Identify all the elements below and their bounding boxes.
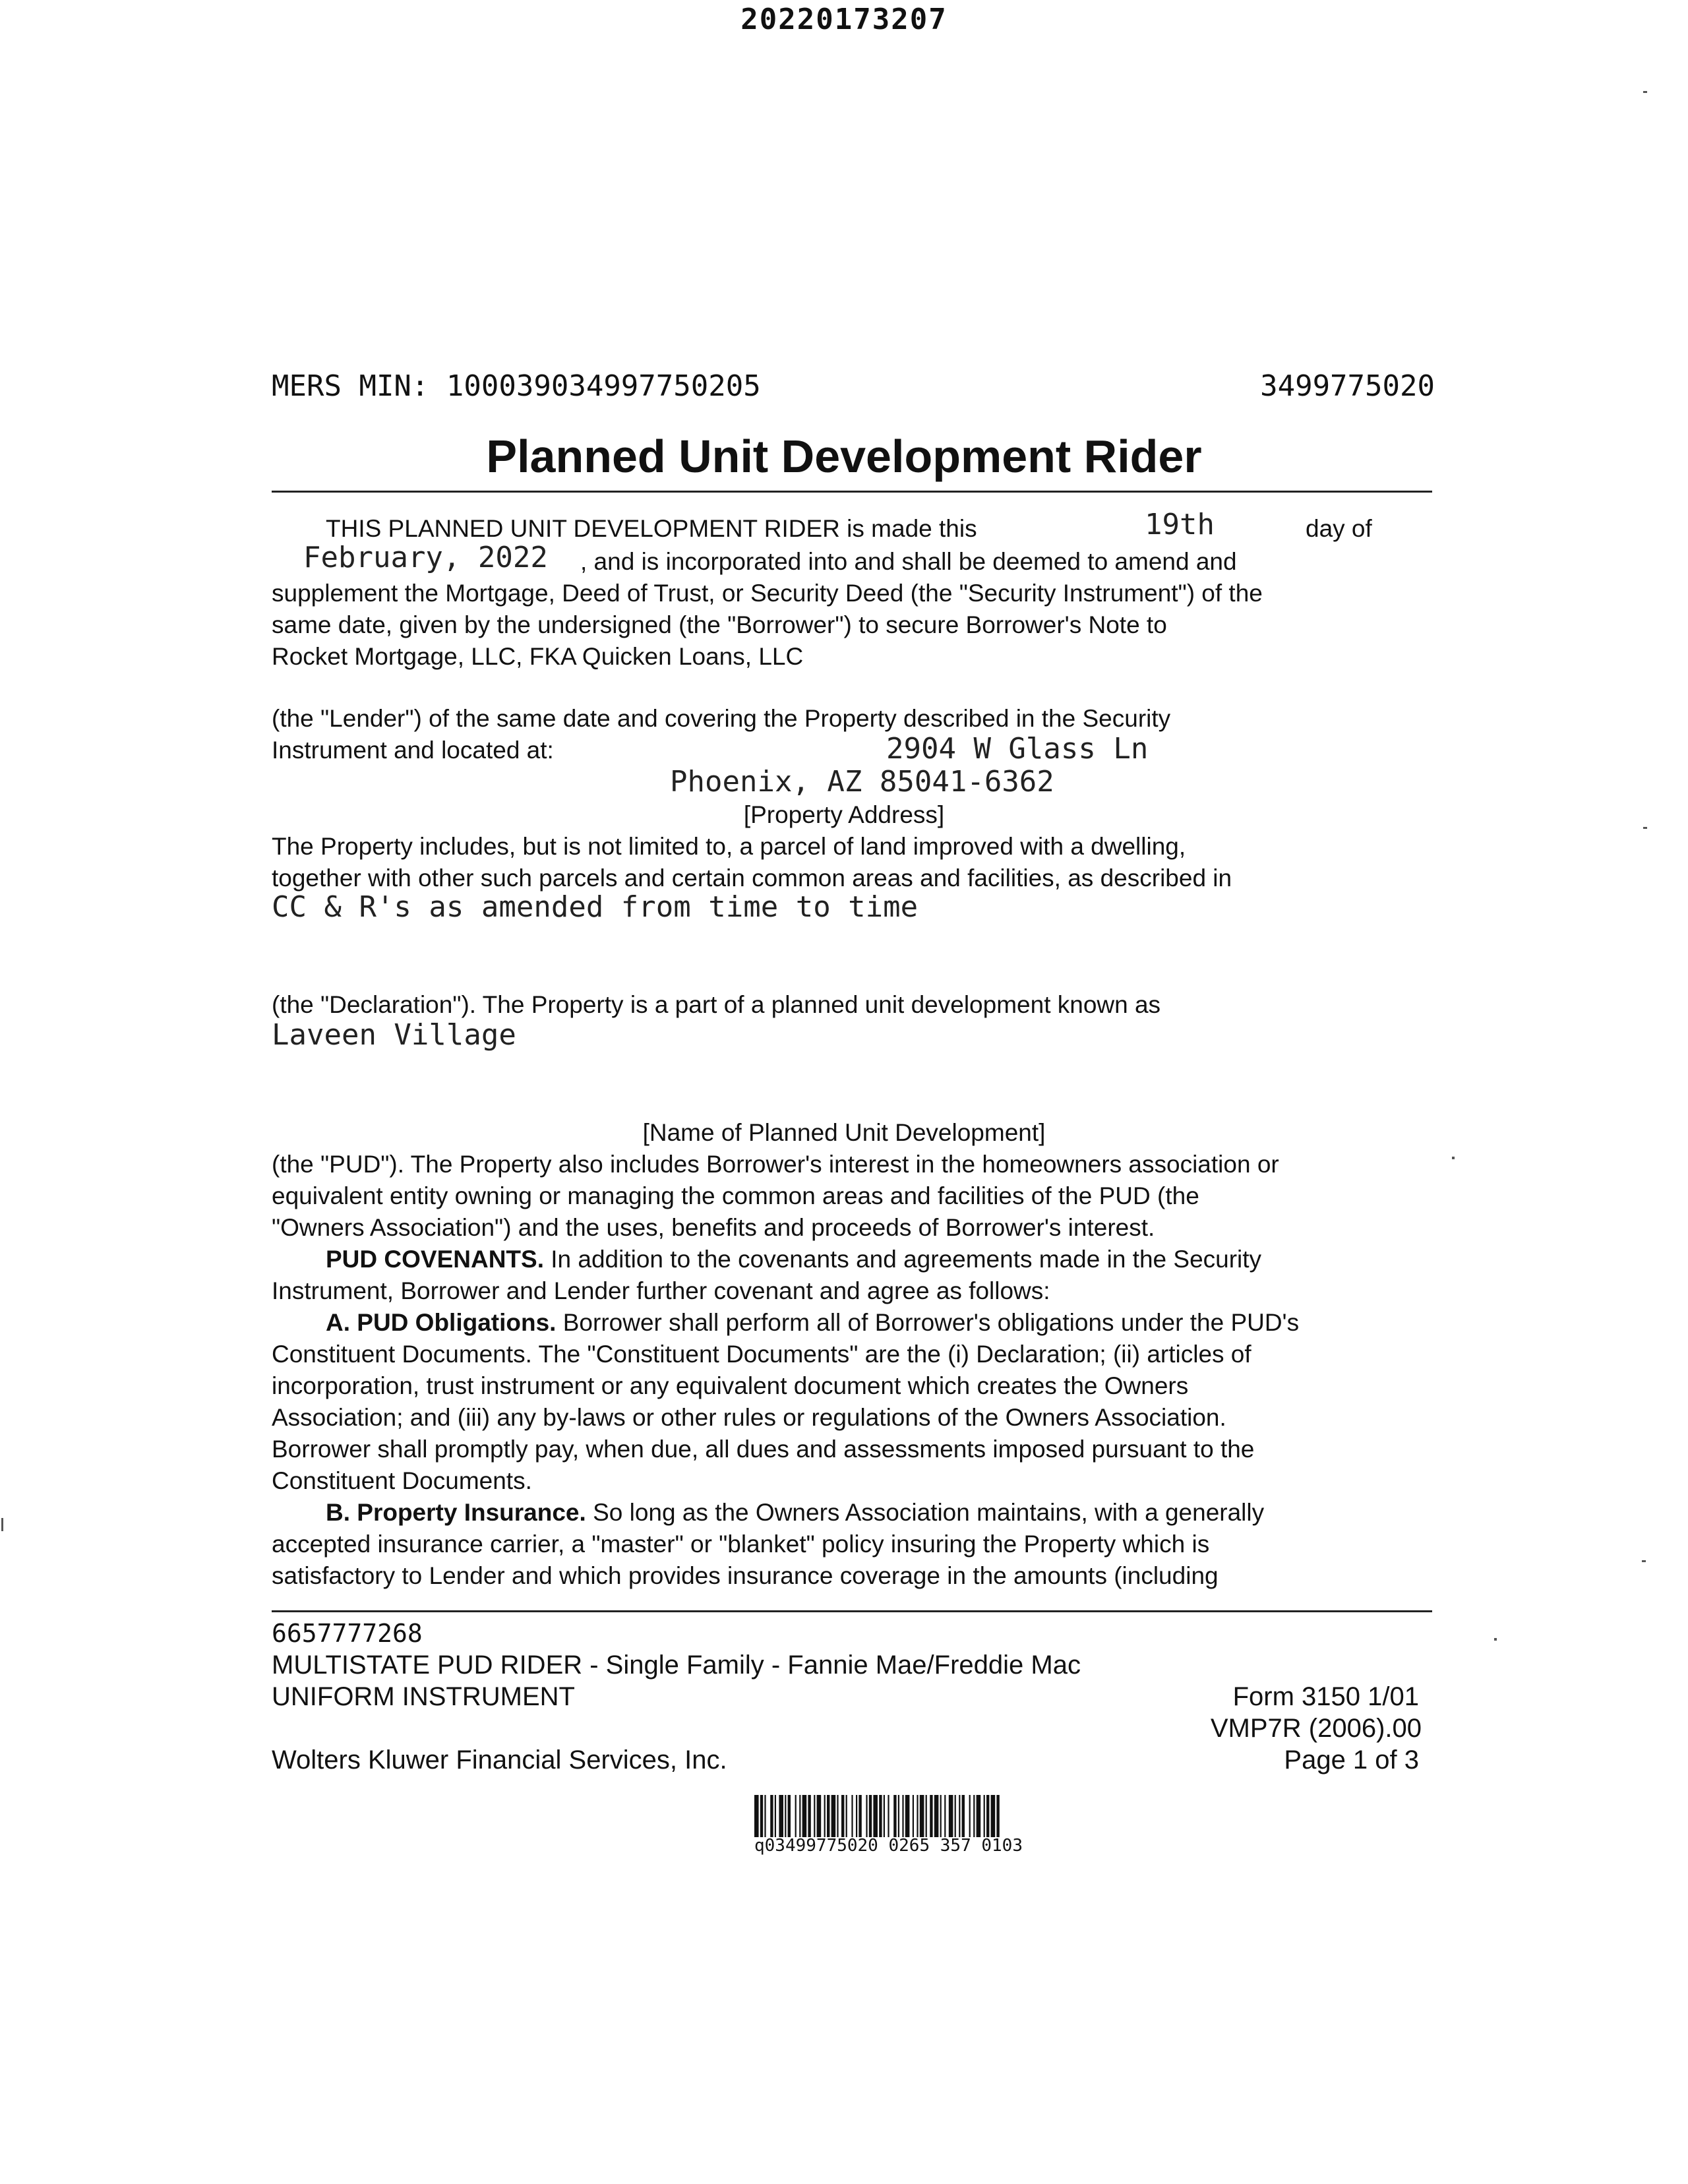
barcode-bar (799, 1795, 800, 1837)
intro-line4: same date, given by the undersigned (the "Borrower") to secure Borrower's Note to (272, 611, 1167, 638)
intro-day-value: 19th (1145, 508, 1215, 541)
barcode-bar (841, 1795, 844, 1837)
scan-speck (1494, 1638, 1497, 1641)
section-a-line1 (272, 1307, 1432, 1339)
section-a-line3: incorporation, trust instrument or any equivalent document which creates the Owners (272, 1372, 1189, 1399)
declaration-value: CC & R's as amended from time to time (272, 890, 919, 924)
lender-line1: (the "Lender") of the same date and covering the Property described in the Security (272, 705, 1171, 732)
section-a-heading: A. PUD Obligations. (326, 1309, 557, 1336)
barcode-bar (764, 1795, 766, 1837)
footer-divider (272, 1610, 1432, 1612)
recording-number: 20220173207 (740, 3, 948, 36)
section-b-line3: satisfactory to Lender and which provides insurance coverage in the amounts (including (272, 1562, 1219, 1589)
barcode-bar (984, 1795, 985, 1837)
scan-speck (1, 1518, 3, 1531)
barcode-bar (977, 1795, 981, 1837)
barcode-bar (795, 1795, 797, 1837)
barcode-bar (788, 1795, 791, 1837)
section-b-heading: B. Property Insurance. (326, 1499, 586, 1526)
pud-name-caption: [Name of Planned Unit Development] (642, 1119, 1046, 1146)
barcode-bar (898, 1795, 899, 1837)
footer-form-number: Form 3150 1/01 (1232, 1682, 1419, 1711)
footer-vmp-code: VMP7R (2006).00 (1210, 1714, 1422, 1743)
barcode-bar (969, 1795, 971, 1837)
barcode-bar (873, 1795, 878, 1837)
loan-reference: 3499775020 (1260, 369, 1435, 403)
barcode-bar (754, 1795, 759, 1837)
scan-speck (1642, 1560, 1646, 1562)
barcode-bar (802, 1795, 807, 1837)
barcode-bar (837, 1795, 838, 1837)
barcode-icon (754, 1795, 1209, 1837)
barcode-bar (955, 1795, 956, 1837)
footer-loan-number: 6657777268 (272, 1619, 423, 1648)
covenants-line2: Instrument, Borrower and Lender further covenant and agree as follows: (272, 1277, 1050, 1304)
section-a-line1-rest: Borrower shall perform all of Borrower's obligations under the PUD's (556, 1309, 1300, 1336)
barcode-bar (926, 1795, 927, 1837)
barcode-bar (996, 1795, 999, 1837)
barcode-bar (770, 1795, 773, 1837)
barcode-bar (991, 1795, 996, 1837)
scan-speck (1452, 1157, 1455, 1159)
intro-line3: supplement the Mortgage, Deed of Trust, or Security Deed (the "Security Instrument") of the (272, 580, 1263, 607)
mers-min: MERS MIN: 100039034997750205 (272, 369, 761, 403)
property-line1: The Property includes, but is not limited to, a parcel of land improved with a dwelling, (272, 833, 1186, 860)
covenants-heading: PUD COVENANTS. (326, 1246, 544, 1273)
barcode-bar (775, 1795, 776, 1837)
covenants-line1-rest: In addition to the covenants and agreements made in the Security (543, 1246, 1262, 1273)
property-line2: together with other such parcels and certain common areas and facilities, as described in (272, 864, 1232, 892)
lender-name: Rocket Mortgage, LLC, FKA Quicken Loans, LLC (272, 643, 804, 670)
barcode-bar (831, 1795, 836, 1837)
barcode-bar (827, 1795, 829, 1837)
barcode-bar (893, 1795, 896, 1837)
pud-paragraph-line2: equivalent entity owning or managing the common areas and facilities of the PUD (the (272, 1182, 1199, 1209)
pud-name-value: Laveen Village (272, 1018, 516, 1052)
barcode-bar (879, 1795, 882, 1837)
title-divider (272, 491, 1432, 493)
footer-instrument: UNIFORM INSTRUMENT (272, 1682, 575, 1711)
barcode-bar (959, 1795, 960, 1837)
barcode-bar (814, 1795, 815, 1837)
section-a-line5: Borrower shall promptly pay, when due, all dues and assessments imposed pursuant to the (272, 1436, 1255, 1463)
barcode-bar (779, 1795, 783, 1837)
pud-paragraph-line1: (the "PUD"). The Property also includes Borrower's interest in the homeowners association or (272, 1151, 1279, 1178)
barcode-bar (934, 1795, 939, 1837)
property-address-line1: 2904 W Glass Ln (886, 732, 1149, 766)
barcode-bar (920, 1795, 924, 1837)
declaration-line1: (the "Declaration"). The Property is a part of a planned unit development known as (272, 991, 1161, 1018)
barcode-bar (986, 1795, 989, 1837)
barcode-bar (808, 1795, 810, 1837)
scan-speck (1643, 827, 1647, 829)
barcode-bar (866, 1795, 867, 1837)
footer-publisher: Wolters Kluwer Financial Services, Inc. (272, 1745, 727, 1774)
barcode-bar (913, 1795, 914, 1837)
property-address-caption: [Property Address] (743, 801, 945, 828)
barcode-bar (859, 1795, 861, 1837)
pud-paragraph-line3: "Owners Association") and the uses, benefits and proceeds of Borrower's interest. (272, 1214, 1155, 1241)
section-b-line1 (272, 1497, 1432, 1529)
intro-line2-suffix: , and is incorporated into and shall be deemed to amend and (580, 548, 1237, 575)
barcode-bar (930, 1795, 932, 1837)
document-title: Planned Unit Development Rider (486, 431, 1202, 482)
barcode-bar (856, 1795, 857, 1837)
barcode-bar (760, 1795, 763, 1837)
barcode-bar (851, 1795, 853, 1837)
footer-form-title: MULTISTATE PUD RIDER - Single Family - Fannie Mae/Freddie Mac (272, 1651, 1081, 1680)
section-b-line2: accepted insurance carrier, a "master" or "blanket" policy insuring the Property which is (272, 1531, 1210, 1558)
intro-line1-suffix: day of (1306, 515, 1372, 542)
barcode-bar (824, 1795, 826, 1837)
footer-page-label: Page 1 of 3 (1284, 1745, 1419, 1774)
property-address-line2: Phoenix, AZ 85041-6362 (670, 765, 1054, 799)
barcode-bar (884, 1795, 885, 1837)
intro-line1-prefix: THIS PLANNED UNIT DEVELOPMENT RIDER is made this (326, 515, 977, 542)
barcode-bar (949, 1795, 953, 1837)
barcode-bar (917, 1795, 918, 1837)
barcode-bar (973, 1795, 975, 1837)
covenants-line1 (272, 1244, 1432, 1275)
barcode-bar (869, 1795, 872, 1837)
barcode-bar (905, 1795, 910, 1837)
barcode-bar (962, 1795, 965, 1837)
barcode-bar (888, 1795, 889, 1837)
barcode-bar (846, 1795, 847, 1837)
section-a-line4: Association; and (iii) any by-laws or other rules or regulations of the Owners Association. (272, 1404, 1226, 1431)
lender-line2-prefix: Instrument and located at: (272, 737, 554, 764)
scan-speck (1643, 91, 1647, 93)
barcode-bar (817, 1795, 822, 1837)
barcode-text: q03499775020 0265 357 0103 (754, 1836, 1023, 1856)
section-b-line1-rest: So long as the Owners Association maintains, with a generally (586, 1499, 1265, 1526)
section-a-line6: Constituent Documents. (272, 1467, 532, 1494)
intro-month-year-value: February, 2022 (303, 541, 548, 574)
barcode-bar (902, 1795, 903, 1837)
barcode-bar (785, 1795, 786, 1837)
section-a-line2: Constituent Documents. The "Constituent Documents" are the (i) Declaration; (ii) articles of (272, 1341, 1251, 1368)
barcode-bar (940, 1795, 942, 1837)
barcode-bar (944, 1795, 946, 1837)
